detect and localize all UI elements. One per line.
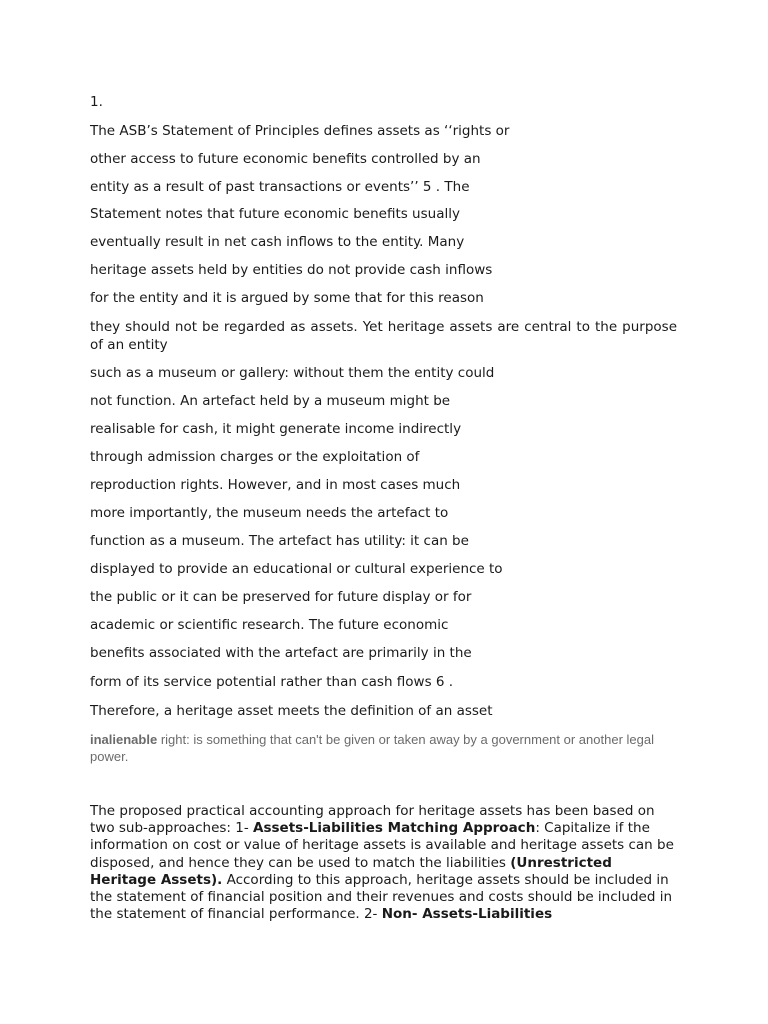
justified-text-line: they should not be regarded as assets. Yet heritage assets are central to the purpose of an entity [90,319,677,353]
text-line-4: Statement notes that future economic benefits usually [90,206,460,222]
text-line-20: Therefore, a heritage asset meets the definition of an asset [90,703,493,719]
definition-note [90,731,690,765]
text-line-15: displayed to provide an educational or cultural experience to [90,561,503,577]
approach-text-3: According to this approach, heritage assets should be included in the statement of financial position and their revenues and costs should be included in the statement of financial performance. 2- [90,871,673,923]
text-line-1: The ASB’s Statement of Principles defines assets as ‘‘rights or [90,123,510,139]
text-line-5: eventually result in net cash inflows to the entity. Many [90,234,465,250]
text-line-17: academic or scientific research. The future economic [90,617,449,633]
text-line-7: for the entity and it is argued by some that for this reason [90,290,484,306]
text-line-16: the public or it can be preserved for future display or for [90,589,472,605]
text-line-13: more importantly, the museum needs the artefact to [90,505,449,521]
text-line-10: realisable for cash, it might generate income indirectly [90,421,462,437]
approach-bold-1: Assets-Liabilities Matching Approach [253,820,536,837]
text-line-11: through admission charges or the exploitation of [90,449,420,465]
definition-term: inalienable [90,732,158,747]
approach-text-1: The proposed practical accounting approach for heritage assets has been based on two sub-approaches: 1- [90,803,655,837]
text-line-3: entity as a result of past transactions or events’’ 5 . The [90,179,470,195]
text-line-19: form of its service potential rather than cash flows 6 . [90,674,454,690]
text-line-12: reproduction rights. However, and in most cases much [90,477,461,493]
section-number: 1. [90,94,103,110]
approach-paragraph [90,803,680,923]
text-line-14: function as a museum. The artefact has utility: it can be [90,533,469,549]
text-line-2: other access to future economic benefits controlled by an [90,151,481,167]
text-line-18: benefits associated with the artefact are primarily in the [90,645,472,661]
text-line-6: heritage assets held by entities do not provide cash inflows [90,262,493,278]
approach-text-2: : Capitalize if the information on cost or value of heritage assets is available and heritage assets can be disposed, and hence they can be used to match the liabilities [90,820,674,871]
text-line-9: not function. An artefact held by a museum might be [90,393,451,409]
text-line-8: such as a museum or gallery: without them the entity could [90,365,495,381]
approach-bold-2: (Unrestricted Heritage Assets). [90,854,612,888]
approach-bold-3: Non- Assets-Liabilities [381,906,553,923]
definition-text: right: is something that can't be given or taken away by a government or another legal power. [90,732,654,764]
